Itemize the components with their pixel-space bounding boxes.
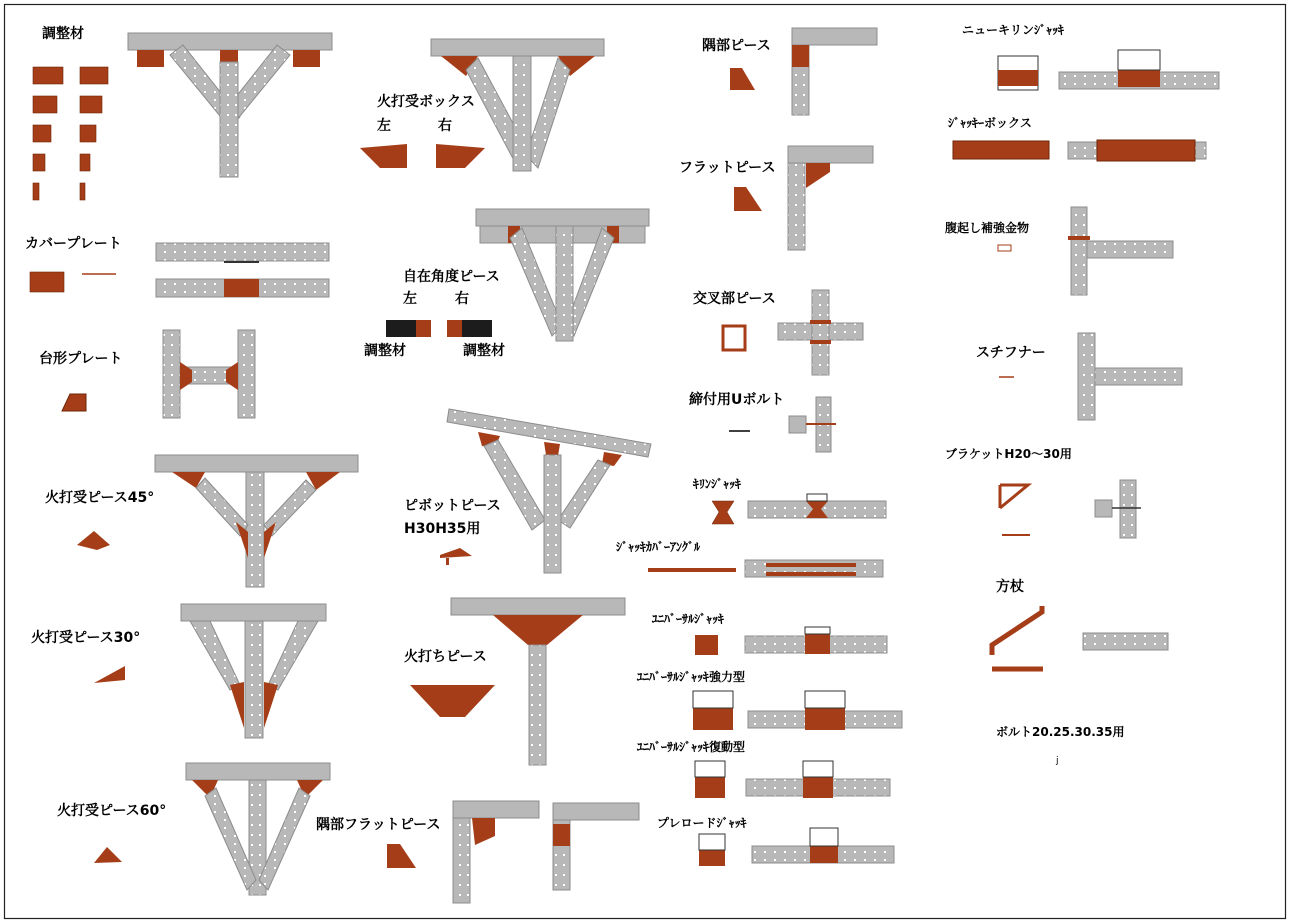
label-brace: 方杖: [996, 579, 1024, 595]
label-pivot-piece: ピボットピース: [404, 498, 501, 514]
universal-jack-double-assembly: [695, 761, 890, 798]
jack-box-assembly: [953, 140, 1206, 161]
strut-60-assembly: [94, 763, 330, 895]
label-bolt: ボルト20.25.30.35用: [996, 725, 1125, 739]
label-jack-box: ｼﾞｬｯｷｰボックス: [948, 116, 1032, 130]
label-box-left: 左: [377, 118, 391, 134]
brace-assembly: [992, 606, 1168, 669]
bracket-assembly: [1000, 480, 1141, 538]
label-adjust-left: 調整材: [364, 343, 406, 359]
new-kirin-jack-assembly: [998, 50, 1219, 90]
preload-jack-assembly: [699, 828, 894, 866]
strut-piece-assembly: [410, 598, 625, 765]
label-strut-receiver-60: 火打受ピース60°: [57, 803, 167, 819]
strut-45-assembly: [77, 455, 358, 587]
label-bracket: ブラケットH20～30用: [945, 447, 1072, 461]
label-jack-cover-angle: ｼﾞｬｯｷｶﾊﾞｰｱﾝｸﾞﾙ: [616, 540, 701, 554]
label-corner-piece: 隅部ピース: [702, 38, 771, 54]
label-free-angle-piece: 自在角度ピース: [403, 269, 500, 285]
label-pivot-piece-sub: H30H35用: [404, 521, 481, 537]
label-flat-piece: フラットピース: [679, 160, 776, 176]
label-bolt-mark: j: [1056, 756, 1059, 766]
label-new-kirin-jack: ニューキリンｼﾞｬｯｷ: [962, 23, 1065, 37]
label-strut-receiver-30: 火打受ピース30°: [31, 630, 141, 646]
universal-jack-strong-assembly: [693, 691, 902, 730]
adjust-material-blocks: [33, 67, 108, 200]
label-adjust-right: 調整材: [463, 343, 505, 359]
label-box-right: 右: [438, 118, 452, 134]
label-universal-jack-double: ﾕﾆﾊﾞｰｻﾙｼﾞｬｯｷ復動型: [637, 740, 746, 754]
label-u-bolt: 締付用Uボルト: [689, 392, 785, 408]
label-cross-piece: 交叉部ピース: [693, 291, 776, 307]
label-universal-jack-strong: ﾕﾆﾊﾞｰｻﾙｼﾞｬｯｷ強力型: [637, 670, 746, 684]
label-trapezoid-plate: 台形プレート: [39, 351, 123, 367]
label-adjust-material: 調整材: [42, 26, 84, 42]
label-corner-flat-piece: 隅部フラットピース: [316, 817, 441, 833]
kirin-jack-assembly: [712, 494, 886, 524]
label-free-left: 左: [403, 291, 417, 307]
label-strut-piece: 火打ちピース: [404, 649, 487, 665]
jack-cover-angle-assembly: [648, 560, 883, 577]
y-strut-assembly-1: [128, 33, 332, 177]
label-waist-reinforce: 腹起し補強金物: [945, 221, 1030, 235]
strut-30-assembly: [94, 604, 326, 738]
label-strut-receiver-45: 火打受ピース45°: [45, 490, 155, 506]
universal-jack-assembly: [695, 627, 887, 655]
label-strut-receiver-box: 火打受ボックス: [377, 94, 475, 110]
label-preload-jack: プレロードｼﾞｬｯｷ: [657, 816, 747, 830]
label-free-right: 右: [455, 291, 469, 307]
label-universal-jack: ﾕﾆﾊﾞｰｻﾙｼﾞｬｯｷ: [652, 612, 725, 626]
label-stiffener: スチフナー: [976, 345, 1046, 361]
label-kirin-jack: ｷﾘﾝｼﾞｬｯｷ: [693, 477, 742, 491]
trapezoid-plate-parts: [62, 330, 255, 418]
label-cover-plate: カバープレート: [25, 236, 122, 252]
